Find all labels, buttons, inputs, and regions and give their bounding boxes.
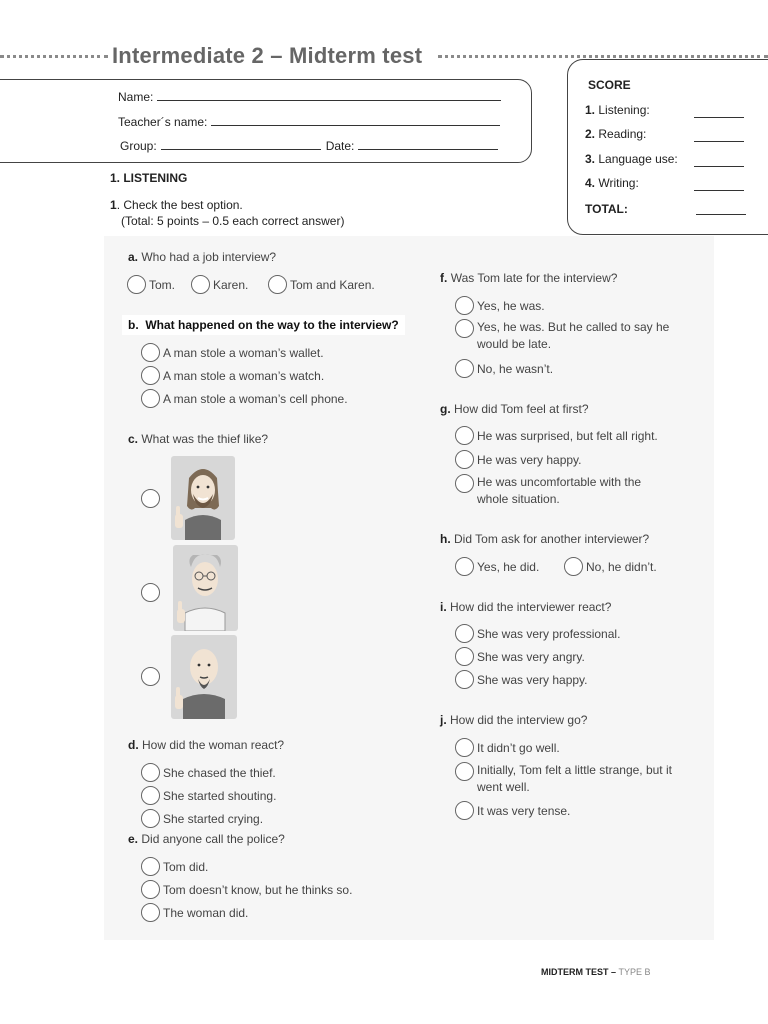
question-letter: d. [128, 738, 139, 752]
radio-circle-icon[interactable] [141, 786, 160, 805]
question-letter: h. [440, 532, 451, 546]
score-field-language-use[interactable] [694, 166, 744, 167]
section-heading: 1. LISTENING [110, 171, 188, 185]
option-i2[interactable] [455, 647, 585, 666]
footer-type: TYPE B [618, 967, 651, 977]
question-b [122, 315, 405, 335]
question-a [128, 250, 276, 264]
question-letter: j. [440, 713, 447, 727]
question-text: Did anyone call the police? [141, 832, 285, 846]
page-title: Intermediate 2 – Midterm test [112, 43, 423, 68]
question-f [440, 271, 617, 285]
option-label: She chased the thief. [163, 765, 276, 780]
option-label: A man stole a woman’s wallet. [163, 345, 324, 360]
option-d1[interactable] [141, 763, 276, 782]
date-field[interactable] [358, 138, 498, 150]
radio-circle-icon[interactable] [455, 557, 474, 576]
option-label: Tom did. [163, 859, 209, 874]
option-a1[interactable] [127, 275, 175, 294]
question-letter: e. [128, 832, 139, 846]
radio-circle-icon[interactable] [141, 343, 160, 362]
name-field[interactable] [157, 89, 501, 101]
option-f2[interactable] [455, 319, 680, 353]
option-j1[interactable] [455, 738, 560, 757]
score-field-listening[interactable] [694, 117, 744, 118]
question-text: Who had a job interview? [141, 250, 277, 264]
score-row-listening [585, 103, 650, 117]
radio-circle-icon[interactable] [141, 489, 160, 508]
radio-circle-icon[interactable] [141, 366, 160, 385]
score-num: 2. [585, 127, 596, 141]
option-label: The woman did. [163, 905, 249, 920]
question-text: How did the interviewer react? [450, 600, 612, 614]
score-num: 4. [585, 176, 596, 190]
teacher-field[interactable] [211, 114, 500, 126]
option-label: No, he wasn’t. [477, 361, 554, 376]
option-label: He was uncomfortable with the whole situation. [477, 475, 642, 506]
option-d2[interactable] [141, 786, 276, 805]
question-text: What was the thief like? [141, 432, 269, 446]
option-a3[interactable] [268, 275, 375, 294]
radio-circle-icon[interactable] [268, 275, 287, 294]
option-label: It didn’t go well. [477, 740, 560, 755]
radio-circle-icon[interactable] [141, 903, 160, 922]
instruction-number: 1 [110, 198, 117, 212]
radio-circle-icon[interactable] [455, 450, 474, 469]
score-num: 3. [585, 152, 596, 166]
question-d [128, 738, 284, 752]
option-i1[interactable] [455, 624, 620, 643]
option-j3[interactable] [455, 801, 570, 820]
score-box [567, 59, 768, 235]
older-man-glasses-portrait [173, 545, 238, 631]
radio-circle-icon[interactable] [455, 624, 474, 643]
long-haired-bearded-man-portrait [171, 456, 235, 540]
footer-label: MIDTERM TEST – [541, 967, 619, 977]
radio-circle-icon[interactable] [141, 857, 160, 876]
question-text: Was Tom late for the interview? [450, 271, 618, 285]
option-f3[interactable] [455, 359, 553, 378]
option-e1[interactable] [141, 857, 208, 876]
question-g [440, 402, 589, 416]
option-label: Tom and Karen. [290, 277, 375, 292]
question-e [128, 832, 285, 846]
radio-circle-icon[interactable] [455, 474, 474, 493]
option-j2[interactable] [455, 762, 680, 796]
question-text: Did Tom ask for another interviewer? [454, 532, 650, 546]
radio-circle-icon[interactable] [455, 670, 474, 689]
question-letter: b. [128, 318, 139, 332]
radio-circle-icon[interactable] [455, 359, 474, 378]
option-c2[interactable] [141, 583, 163, 602]
option-e2[interactable] [141, 880, 352, 899]
radio-circle-icon[interactable] [141, 809, 160, 828]
radio-circle-icon[interactable] [455, 296, 474, 315]
score-row-reading [585, 127, 646, 141]
thief-portrait-3-icon [171, 635, 237, 719]
radio-circle-icon[interactable] [564, 557, 583, 576]
option-label: She was very professional. [477, 626, 621, 641]
group-field[interactable] [161, 138, 321, 150]
question-text: What happened on the way to the interview? [145, 318, 399, 332]
bald-goatee-man-portrait [171, 635, 237, 719]
radio-circle-icon[interactable] [141, 583, 160, 602]
thief-portrait-2-icon [173, 545, 238, 631]
question-letter: i. [440, 600, 447, 614]
score-field-reading[interactable] [694, 141, 744, 142]
option-label: A man stole a woman’s watch. [163, 368, 325, 383]
date-label: Date: [325, 139, 355, 153]
option-label: Tom doesn’t know, but he thinks so. [163, 882, 353, 897]
option-b2[interactable] [141, 366, 324, 385]
score-num: 1. [585, 103, 596, 117]
option-label: A man stole a woman’s cell phone. [163, 391, 348, 406]
radio-circle-icon[interactable] [455, 738, 474, 757]
thief-portrait-1-icon [171, 456, 235, 540]
teacher-line [118, 114, 500, 129]
question-text: How did the interview go? [450, 713, 588, 727]
score-row-language-use [585, 152, 678, 166]
instruction-text: . Check the best option. [116, 198, 243, 212]
group-date-line [120, 138, 498, 153]
option-h2[interactable] [564, 557, 657, 576]
name-label: Name: [118, 90, 154, 104]
radio-circle-icon[interactable] [127, 275, 146, 294]
question-i [440, 600, 611, 614]
option-e3[interactable] [141, 903, 248, 922]
name-line [118, 89, 501, 104]
radio-circle-icon[interactable] [455, 426, 474, 445]
question-text: How did Tom feel at first? [454, 402, 589, 416]
option-d3[interactable] [141, 809, 263, 828]
option-label: He was surprised, but felt all right. [477, 428, 658, 443]
radio-circle-icon[interactable] [141, 880, 160, 899]
title-rule-right [438, 55, 768, 58]
option-label: No, he didn’t. [586, 559, 657, 574]
radio-circle-icon[interactable] [455, 762, 474, 781]
score-title: SCORE [588, 78, 631, 92]
question-letter: c. [128, 432, 139, 446]
footer [541, 967, 651, 977]
radio-circle-icon[interactable] [141, 667, 160, 686]
option-label: She was very angry. [477, 649, 585, 664]
option-label: She started shouting. [163, 788, 277, 803]
question-j [440, 713, 587, 727]
option-i3[interactable] [455, 670, 588, 689]
question-h [440, 532, 649, 546]
option-a2[interactable] [191, 275, 248, 294]
option-f1[interactable] [455, 296, 545, 315]
teacher-label: Teacher´s name: [118, 115, 208, 129]
option-label: Yes, he was. But he called to say he would be late. [477, 320, 670, 351]
option-c3[interactable] [141, 667, 163, 686]
option-label: Initially, Tom felt a little strange, but it went well. [477, 763, 672, 794]
question-c [128, 432, 268, 446]
option-label: Tom. [149, 277, 176, 292]
radio-circle-icon[interactable] [141, 763, 160, 782]
option-label: Yes, he was. [477, 298, 545, 313]
score-field-writing[interactable] [694, 190, 744, 191]
option-g1[interactable] [455, 426, 658, 445]
points-note: (Total: 5 points – 0.5 each correct answer) [121, 214, 345, 228]
score-label: Writing: [598, 176, 639, 190]
radio-circle-icon[interactable] [191, 275, 210, 294]
radio-circle-icon[interactable] [455, 319, 474, 338]
option-h1[interactable] [455, 557, 539, 576]
question-letter: f. [440, 271, 448, 285]
radio-circle-icon[interactable] [455, 801, 474, 820]
question-letter: a. [128, 250, 139, 264]
option-b1[interactable] [141, 343, 324, 362]
radio-circle-icon[interactable] [141, 389, 160, 408]
question-text: How did the woman react? [142, 738, 285, 752]
question-letter: g. [440, 402, 451, 416]
option-c1[interactable] [141, 489, 163, 508]
option-label: It was very tense. [477, 803, 571, 818]
group-label: Group: [120, 139, 157, 153]
option-label: She started crying. [163, 811, 264, 826]
instruction [110, 198, 243, 212]
score-label: Listening: [598, 103, 650, 117]
option-b3[interactable] [141, 389, 348, 408]
score-field-total[interactable] [696, 214, 746, 215]
score-row-writing [585, 176, 639, 190]
option-label: Karen. [213, 277, 249, 292]
title-rule-left [0, 55, 108, 58]
option-label: Yes, he did. [477, 559, 540, 574]
option-g2[interactable] [455, 450, 582, 469]
score-total-label: TOTAL: [585, 202, 628, 216]
radio-circle-icon[interactable] [455, 647, 474, 666]
score-label: Reading: [598, 127, 647, 141]
option-g3[interactable] [455, 474, 675, 508]
option-label: She was very happy. [477, 672, 588, 687]
option-label: He was very happy. [477, 452, 582, 467]
score-label: Language use: [598, 152, 678, 166]
